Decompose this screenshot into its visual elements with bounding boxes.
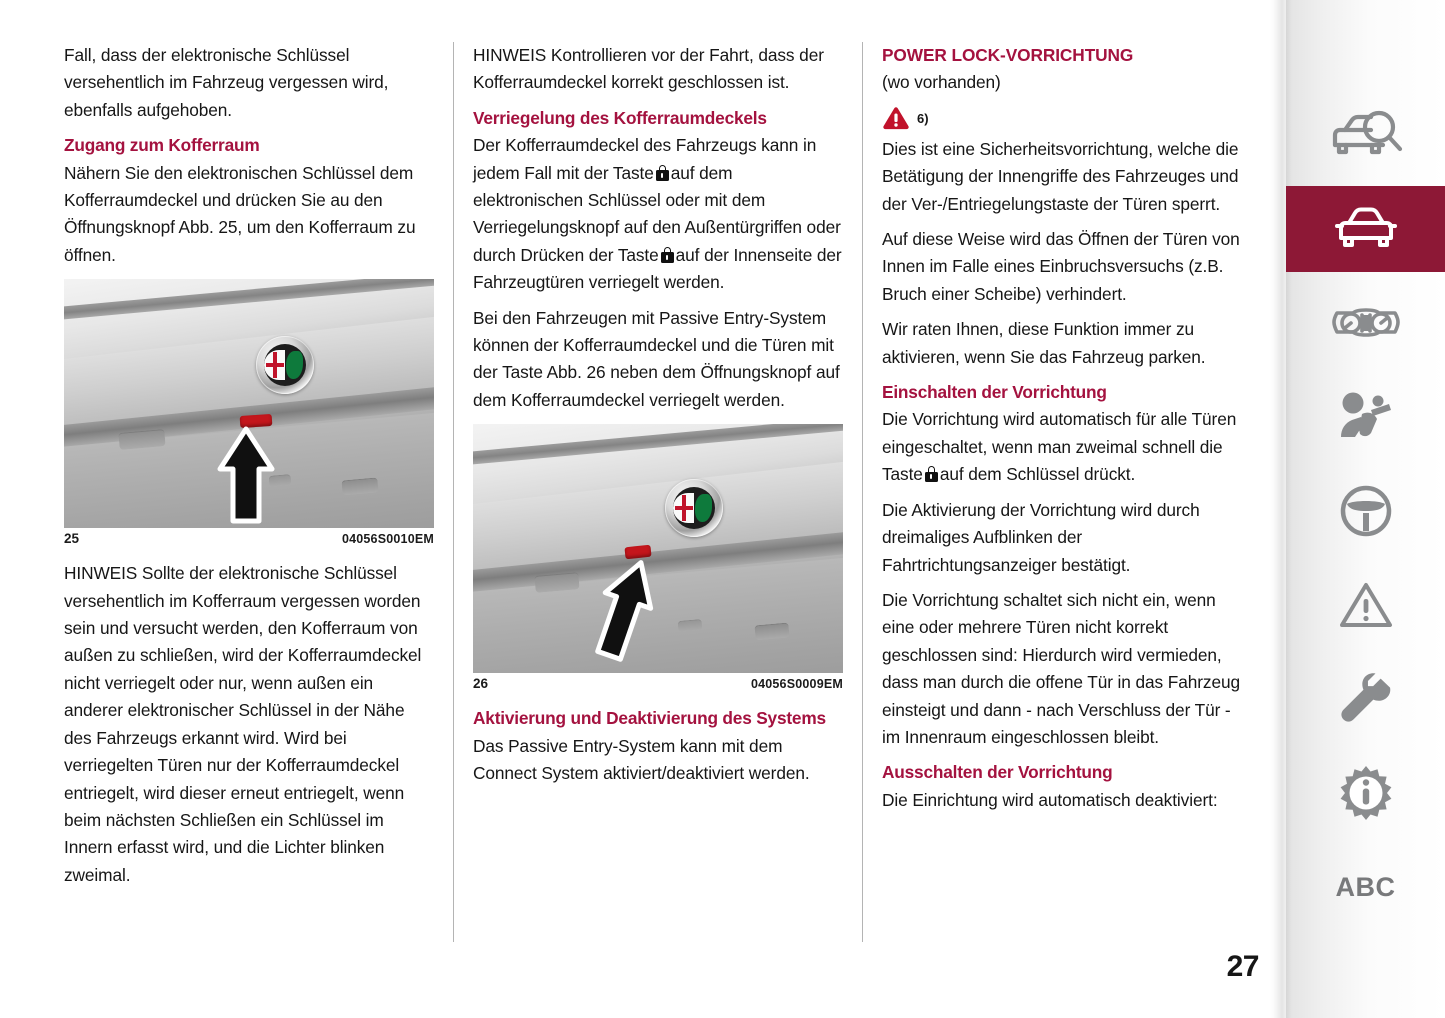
figure-code: 04056S0010EM xyxy=(341,532,434,547)
sidebar-item-list xyxy=(1286,0,1445,1018)
figure-26-caption xyxy=(473,676,843,691)
figure-number: 26 xyxy=(473,676,489,692)
pointer-arrow-icon xyxy=(216,425,276,525)
paragraph-part: auf dem elektronischen Schlüssel oder mit dem Verriegelungsknopf auf den Außentürgriffen oder durch Drücken der Taste xyxy=(473,162,841,265)
subheading-einschalten-vorrichtung: Einschalten der Vorrichtung xyxy=(882,382,1107,403)
sidebar-item-car-search[interactable] xyxy=(1286,92,1445,178)
sidebar-item-alphabetical-index[interactable] xyxy=(1286,844,1445,930)
paragraph-part: Die Vorrichtung wird automatisch für alle Türen eingeschaltet, wenn man zweimal schnell die Taste xyxy=(882,409,1237,485)
text-column-2 xyxy=(473,42,843,942)
figure-25-caption xyxy=(64,531,434,546)
lock-icon xyxy=(656,165,669,181)
abc-index-label: ABC xyxy=(1335,871,1396,902)
page-number: 27 xyxy=(1226,950,1259,983)
figure-25-image xyxy=(64,279,434,528)
paragraph: Das Passive Entry-System kann mit dem Connect System aktiviert/deaktiviert werden. xyxy=(473,735,810,784)
paragraph-part: Der Kofferraumdeckel des Fahrzeugs kann in jedem Fall mit der Taste xyxy=(473,135,817,183)
gear-info-icon xyxy=(1338,765,1394,821)
paragraph: Dies ist eine Sicherheitsvorrichtung, welche die Betätigung der Innengriffe des Fahrzeuges und der Ver-/Entriegelungstaste der Türen sperrt. xyxy=(882,138,1239,214)
paragraph-part: auf dem Schlüssel drückt. xyxy=(939,464,1136,485)
figure-25 xyxy=(64,279,434,546)
figure-26 xyxy=(473,424,843,691)
warning-triangle-icon xyxy=(1338,580,1394,630)
paragraph: Die Einrichtung wird automatisch deaktiviert: xyxy=(882,789,1218,810)
paragraph: Fall, dass der elektronische Schlüssel versehentlich im Fahrzeug vergessen wird, ebenfalls aufgehoben. xyxy=(64,45,389,120)
subheading-zugang-kofferraum: Zugang zum Kofferraum xyxy=(64,135,260,156)
column-divider xyxy=(453,42,454,942)
warning-triangle-icon xyxy=(882,106,910,131)
section-heading-power-lock: POWER LOCK-VORRICHTUNG xyxy=(882,45,1134,65)
paragraph-with-lock-icons xyxy=(473,132,843,296)
steering-wheel-icon xyxy=(1339,484,1393,538)
paragraph: HINWEIS Kontrollieren vor der Fahrt, dass der Kofferraumdeckel korrekt geschlossen ist. xyxy=(473,45,824,93)
pointer-arrow-icon xyxy=(585,554,665,664)
chapter-tab-sidebar xyxy=(1270,0,1445,1018)
paragraph: Nähern Sie den elektronischen Schlüssel dem Kofferraumdeckel und drücken Sie au den Öffnungsknopf Abb. 25, um den Kofferraum zu öffnen. xyxy=(64,162,416,265)
figure-code: 04056S0009EM xyxy=(750,677,843,692)
subheading-aktivierung-deaktivierung: Aktivierung und Deaktivierung des Systems xyxy=(473,708,826,729)
column-divider xyxy=(862,42,863,942)
wrench-icon xyxy=(1338,671,1394,727)
paragraph: Die Vorrichtung schaltet sich nicht ein, wenn eine oder mehrere Türen nicht korrekt geschlossen sind: Hierdurch wird vermieden, dass man durch die offene Tür in das Fahrzeug einsteigt und dann - nach Verschluss der Tür - im Innenraum eingeschlossen bleibt. xyxy=(882,589,1240,747)
paragraph: Die Aktivierung der Vorrichtung wird durch dreimaliges Aufblinken der Fahrtrichtungsanzeiger bestätigt. xyxy=(882,499,1200,575)
sidebar-item-car-front[interactable] xyxy=(1286,186,1445,272)
text-column-1 xyxy=(64,42,434,942)
paragraph: Wir raten Ihnen, diese Funktion immer zu aktivieren, wenn Sie das Fahrzeug parken. xyxy=(882,319,1206,367)
instrument-cluster-icon xyxy=(1331,302,1401,344)
paragraph: (wo vorhanden) xyxy=(882,72,1001,93)
figure-number: 25 xyxy=(64,531,80,547)
lock-icon xyxy=(661,247,674,263)
content-columns xyxy=(64,42,1280,942)
car-search-icon xyxy=(1327,107,1405,163)
sidebar-item-warning[interactable] xyxy=(1286,562,1445,648)
sidebar-item-steering-wheel[interactable] xyxy=(1286,468,1445,554)
sidebar-item-technical-info[interactable] xyxy=(1286,750,1445,836)
paragraph: Bei den Fahrzeugen mit Passive Entry-System können der Kofferraumdeckel und die Türen mit der Taste Abb. 26 neben dem Öffnungsknopf auf dem Kofferraumdeckel verriegelt werden. xyxy=(473,307,840,410)
paragraph: Auf diese Weise wird das Öffnen der Türen von Innen im Falle eines Einbruchsversuchs (z.B. Bruch einer Scheibe) verhindert. xyxy=(882,229,1240,304)
subheading-verriegelung-kofferraumdeckel: Verriegelung des Kofferraumdeckels xyxy=(473,107,767,128)
lock-icon xyxy=(925,466,938,482)
alfa-romeo-badge-icon xyxy=(665,479,723,537)
alfa-romeo-badge-icon xyxy=(256,336,314,394)
sidebar-item-airbag-safety[interactable] xyxy=(1286,374,1445,460)
figure-26-image xyxy=(473,424,843,673)
subheading-ausschalten-vorrichtung: Ausschalten der Vorrichtung xyxy=(882,762,1113,783)
sidebar-item-maintenance[interactable] xyxy=(1286,656,1445,742)
paragraph-part: auf der Innenseite der Fahrzeugtüren verriegelt werden. xyxy=(473,244,842,293)
paragraph-with-lock-icon xyxy=(882,406,1252,488)
car-front-icon xyxy=(1334,205,1398,253)
airbag-safety-icon xyxy=(1335,391,1397,443)
warning-note xyxy=(882,105,1252,133)
text-column-3 xyxy=(882,42,1252,942)
sidebar-item-instrument-cluster[interactable] xyxy=(1286,280,1445,366)
footnote-marker: 6) xyxy=(917,111,929,127)
paragraph: HINWEIS Sollte der elektronische Schlüssel versehentlich im Kofferraum vergessen worden sein und versucht werden, den Kofferraum von außen zu schließen, wird der Kofferraumdeckel nicht verriegelt oder nur, wenn außen ein anderer elektronischer Schlüssel in der Nähe des Fahrzeugs erkannt wird. Wird bei verriegelten Türen nur der Kofferraumdeckel entriegelt, wird dieser erneut entriegelt, wenn beim nächsten Schließen ein Schlüssel im Innern erfasst wird, und die Lichter blinken zweimal. xyxy=(64,563,422,885)
